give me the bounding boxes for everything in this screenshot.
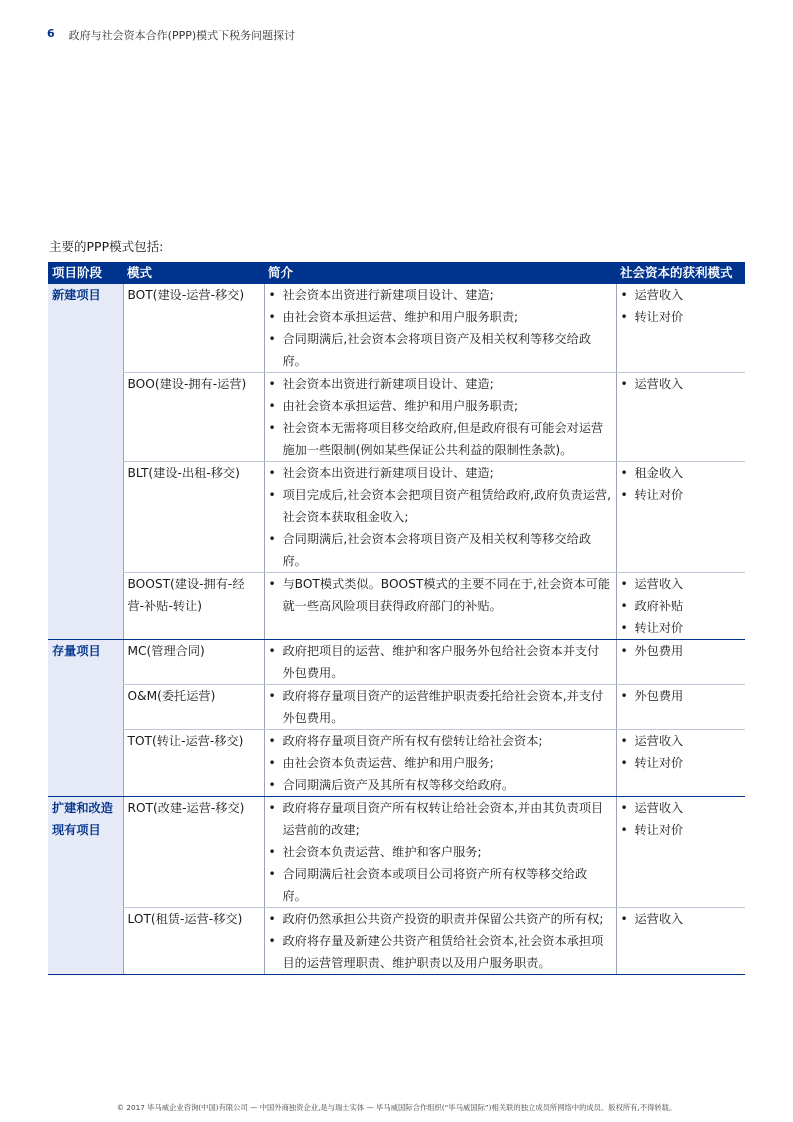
list-item: • 转让对价 xyxy=(621,752,742,774)
table-row xyxy=(48,730,745,797)
list-item: • 政府将存量项目资产所有权转让给社会资本,并由其负责项目运营前的改建; xyxy=(269,797,612,841)
mode-cell: O&M(委托运营) xyxy=(123,685,264,730)
mode-cell: ROT(改建-运营-移交) xyxy=(123,797,264,908)
list-item: • 运营收入 xyxy=(621,908,742,930)
mode-cell: BLT(建设-出租-移交) xyxy=(123,462,264,573)
table-row xyxy=(48,284,745,373)
header-mode: 模式 xyxy=(123,262,264,284)
mode-cell: BOT(建设-运营-移交) xyxy=(123,284,264,373)
list-item: • 政府补贴 xyxy=(621,595,742,617)
list-item: • 政府将存量及新建公共资产租赁给社会资本,社会资本承担项目的运营管理职责、维护职责以及用户服务职责。 xyxy=(269,930,612,974)
table-row xyxy=(48,462,745,573)
list-item: • 由社会资本承担运营、维护和用户服务职责; xyxy=(269,395,612,417)
document-title: 政府与社会资本合作(PPP)模式下税务问题探讨 xyxy=(68,29,296,42)
copyright-footer: © 2017 毕马威企业咨询(中国)有限公司 — 中国外商独资企业,是与瑞士实体 — 毕马威国际合作组织(“毕马威国际”)相关联的独立成员所网络中的成员。版权所有,不得转载。 xyxy=(116,1103,677,1112)
description-cell xyxy=(264,685,616,730)
list-item: • 外包费用 xyxy=(621,685,742,707)
list-item: • 运营收入 xyxy=(621,373,742,395)
ppp-mode-table xyxy=(48,262,745,975)
mode-cell: LOT(租赁-运营-移交) xyxy=(123,908,264,975)
description-cell xyxy=(264,284,616,373)
page-header xyxy=(47,27,295,43)
profit-cell xyxy=(616,573,745,640)
list-item: • 项目完成后,社会资本会把项目资产租赁给政府,政府负责运营,社会资本获取租金收入; xyxy=(269,484,612,528)
list-item: • 外包费用 xyxy=(621,640,742,662)
list-item: • 社会资本无需将项目移交给政府,但是政府很有可能会对运营施加一些限制(例如某些保证公共利益的限制性条款)。 xyxy=(269,417,612,461)
list-item: • 运营收入 xyxy=(621,797,742,819)
list-item: • 合同期满后社会资本或项目公司将资产所有权等移交给政府。 xyxy=(269,863,612,907)
list-item: • 社会资本出资进行新建项目设计、建造; xyxy=(269,373,612,395)
list-item: • 合同期满后,社会资本会将项目资产及相关权利等移交给政府。 xyxy=(269,528,612,572)
table-row xyxy=(48,908,745,975)
list-item: • 政府仍然承担公共资产投资的职责并保留公共资产的所有权; xyxy=(269,908,612,930)
description-cell xyxy=(264,730,616,797)
profit-cell xyxy=(616,640,745,685)
list-item: • 转让对价 xyxy=(621,617,742,639)
profit-cell xyxy=(616,797,745,908)
mode-cell: BOO(建设-拥有-运营) xyxy=(123,373,264,462)
intro-text: 主要的PPP模式包括: xyxy=(49,239,164,254)
stage-cell xyxy=(48,284,123,640)
description-cell xyxy=(264,573,616,640)
list-item: • 合同期满后,社会资本会将项目资产及相关权利等移交给政府。 xyxy=(269,328,612,372)
list-item: • 合同期满后资产及其所有权等移交给政府。 xyxy=(269,774,612,796)
header-stage: 项目阶段 xyxy=(48,262,123,284)
stage-cell xyxy=(48,640,123,797)
page-number: 6 xyxy=(47,27,55,40)
table-row xyxy=(48,797,745,908)
profit-cell xyxy=(616,908,745,975)
stage-cell xyxy=(48,797,123,975)
list-item: • 社会资本出资进行新建项目设计、建造; xyxy=(269,462,612,484)
description-cell xyxy=(264,462,616,573)
header-description: 简介 xyxy=(264,262,616,284)
description-cell xyxy=(264,908,616,975)
list-item: • 由社会资本负责运营、维护和用户服务; xyxy=(269,752,612,774)
table-row xyxy=(48,573,745,640)
list-item: • 转让对价 xyxy=(621,484,742,506)
profit-cell xyxy=(616,284,745,373)
description-cell xyxy=(264,373,616,462)
table-row xyxy=(48,685,745,730)
mode-cell: TOT(转让-运营-移交) xyxy=(123,730,264,797)
description-cell xyxy=(264,797,616,908)
list-item: • 社会资本负责运营、维护和客户服务; xyxy=(269,841,612,863)
table-row xyxy=(48,373,745,462)
table-row xyxy=(48,640,745,685)
list-item: • 社会资本出资进行新建项目设计、建造; xyxy=(269,284,612,306)
header-profit-model: 社会资本的获利模式 xyxy=(616,262,745,284)
profit-cell xyxy=(616,462,745,573)
list-item: • 政府将存量项目资产的运营维护职责委托给社会资本,并支付外包费用。 xyxy=(269,685,612,729)
mode-cell: MC(管理合同) xyxy=(123,640,264,685)
list-item: • 转让对价 xyxy=(621,819,742,841)
list-item: • 政府将存量项目资产所有权有偿转让给社会资本; xyxy=(269,730,612,752)
profit-cell xyxy=(616,373,745,462)
list-item: • 由社会资本承担运营、维护和用户服务职责; xyxy=(269,306,612,328)
list-item: • 运营收入 xyxy=(621,730,742,752)
stage-label: 新建项目 xyxy=(52,288,101,302)
list-item: • 转让对价 xyxy=(621,306,742,328)
mode-cell: BOOST(建设-拥有-经营-补贴-转让) xyxy=(123,573,264,640)
profit-cell xyxy=(616,685,745,730)
profit-cell xyxy=(616,730,745,797)
table-header-row xyxy=(48,262,745,284)
list-item: • 租金收入 xyxy=(621,462,742,484)
stage-label: 扩建和改造现有项目 xyxy=(52,801,113,837)
description-cell xyxy=(264,640,616,685)
stage-label: 存量项目 xyxy=(52,644,101,658)
list-item: • 运营收入 xyxy=(621,284,742,306)
list-item: • 运营收入 xyxy=(621,573,742,595)
list-item: • 政府把项目的运营、维护和客户服务外包给社会资本并支付外包费用。 xyxy=(269,640,612,684)
list-item: • 与BOT模式类似。BOOST模式的主要不同在于,社会资本可能就一些高风险项目获得政府部门的补贴。 xyxy=(269,573,612,617)
